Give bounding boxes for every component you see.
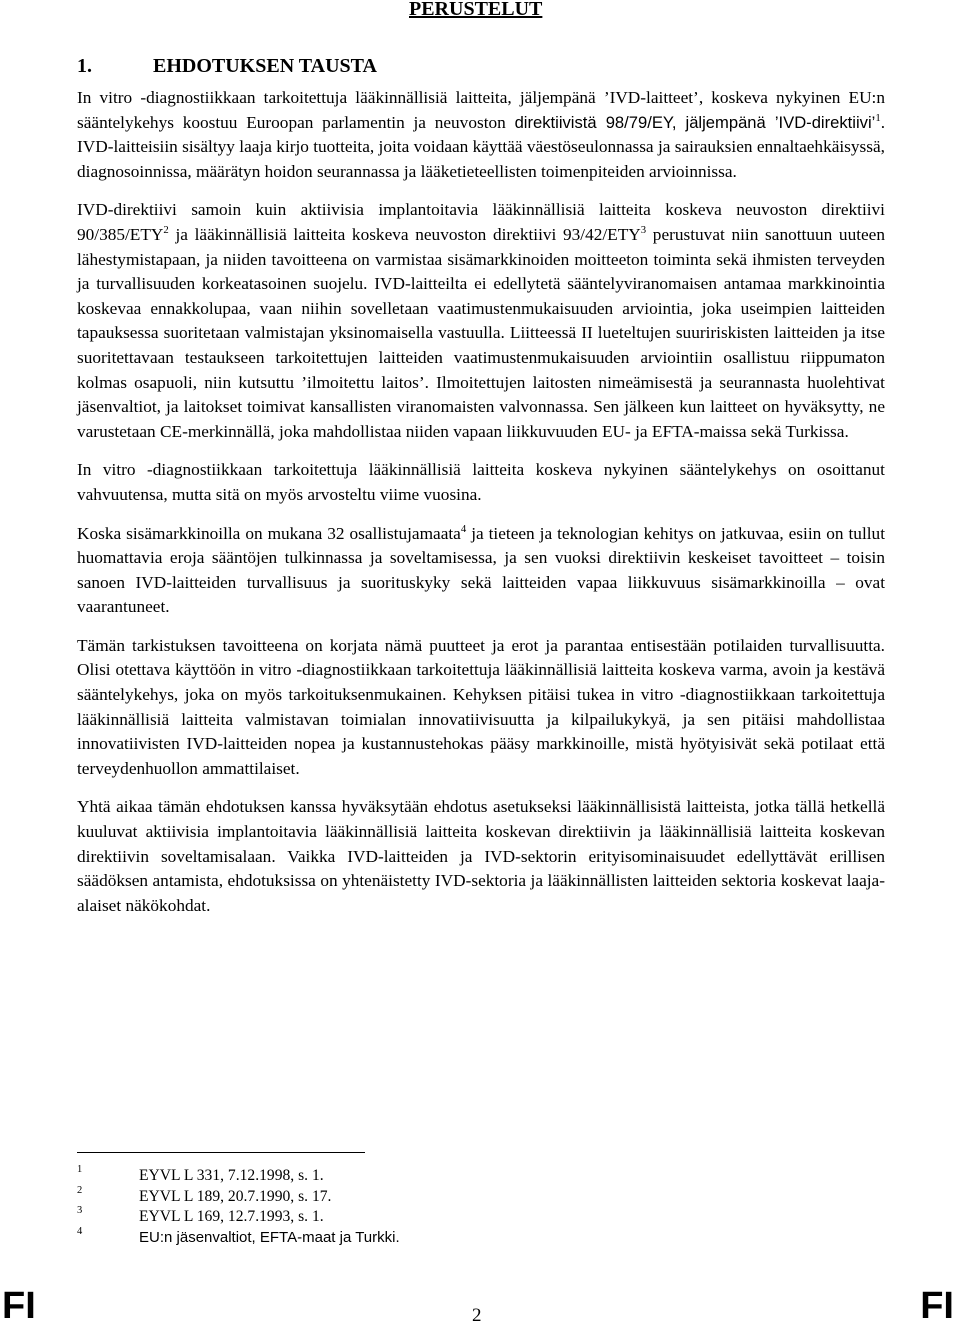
section-heading: [77, 53, 377, 79]
footnote-text: EU:n jäsenvaltiot, EFTA-maat ja Turkki.: [139, 1228, 400, 1246]
footnote-ref-4: 4: [460, 522, 467, 535]
paragraph-5: Tämän tarkistuksen tavoitteena on korjata nämä puutteet ja erot ja parantaa entisestään potilaiden turvallisuutta. Olisi otettava käyttöön in vitro -diagnostiikkaan tarkoitettuja lääkinnällisiä laitteita koskeva varma, avoin ja kestävä sääntelykehys, joka on myös tarkoituksenmukainen. Kehyksen pitäisi tukea in vitro -diagnostiikkaan tarkoitettuja lääkinnällisiä laitteita valmistavan toimialan innovatiivisuutta ja kilpailukykyä, ja sen pitäisi mahdollistaa innovatiivisten IVD-laitteiden nopea ja kustannustehokas pääsy markkinoille, mistä hyötyisivät sekä potilaat että terveydenhuollon ammattilaiset.: [77, 635, 885, 778]
paragraph-1: [77, 86, 885, 184]
section-number: 1.: [77, 55, 92, 77]
paragraph-2-part-a: IVD-direktiivi samoin kuin aktiivisia implantoitavia lääkinnällisiä laitteita koskeva neuvoston direktiivi 90/385/ETY: [77, 200, 885, 244]
paragraph-3: In vitro -diagnostiikkaan tarkoitettuja lääkinnällisiä laitteita koskeva nykyinen sääntelykehys on osoittanut vahvuutensa, mutta sitä on myös arvosteltu viime vuosina.: [77, 460, 885, 504]
paragraph-4-part-b: ja tieteen ja teknologian kehitys on jatkuvaa, esiin on tullut huomattavia eroja sääntöjen tulkinnassa ja soveltamisessa, ja sen vuoksi direktiivin keskeiset tavoitteet – toisin sanoen IVD-laitteiden turvallisuus ja suorituskyky sekä laitteiden vapaa liikkuvuus sisämarkkinoilla – ovat vaarantuneet.: [77, 523, 885, 617]
language-code-left: FI: [2, 1285, 36, 1327]
footnote-text: EYVL L 331, 7.12.1998, s. 1.: [139, 1167, 324, 1184]
paragraph-1-part-b: direktiivistä 98/79/EY, jäljempänä ’IVD-direktiivi’: [514, 112, 876, 132]
footnote-number: 1: [77, 1164, 83, 1175]
document-header-title: PERUSTELUT: [409, 0, 543, 20]
paragraph-1-part-c: . IVD-laitteisiin sisältyy laaja kirjo tuotteita, joita voidaan käyttää väestöseulonnassa ja sairauksien ennaltaehkäisyssä, diagnosoinnissa, määrätyn hoidon seurannassa ja lääketieteellisten toimenpiteiden arvioinnissa.: [77, 112, 886, 181]
footnote-number: 3: [77, 1205, 83, 1216]
footnote-text: EYVL L 189, 20.7.1990, s. 17.: [139, 1187, 332, 1205]
footnotes: [77, 1166, 885, 1248]
footnote-number: 2: [77, 1184, 83, 1196]
footnote-number: 4: [77, 1225, 83, 1237]
section-title: EHDOTUKSEN TAUSTA: [153, 55, 377, 77]
footnote-item: [77, 1184, 885, 1208]
footnote-separator: [77, 1152, 365, 1153]
paragraph-2: [77, 198, 885, 444]
footnote-item: [77, 1207, 885, 1228]
paragraph-2-part-c: perustuvat niin sanottuun uuteen lähestymistapaan, ja niiden tavoitteena on varmistaa sisämarkkinoiden moitteeton toiminta sekä ihmisten terveyden ja turvallisuuden korkeatasoinen suojelu. IVD-laitteilta ei edellytetä sääntelyviranomaisen antamaa markkinointia koskevaa ennakkolupaa, vaan niihin sovelletaan vaatimustenmukaisuuden arviointia, joka useimpien laitteiden tapauksessa suoritetaan valmistajan yksinomaisella vastuulla. Liitteessä II lueteltujen suuririskisten laitteiden ja itse suoritettavaan testaukseen tarkoitettujen laitteiden vaatimustenmukaisuuden arviointiin osallistuu riippumaton kolmas osapuoli, niin kutsuttu ’ilmoitettu laitos’. Ilmoitettujen laitosten nimeämisestä ja seurannasta huolehtivat jäsenvaltiot, ja laitokset toimivat kansallisten viranomaisten valvonnassa. Sen jälkeen kun laitteet on hyväksytty, ne varustetaan CE-merkinnällä, joka mahdollistaa niiden vapaan liikkuvuuden EU- ja EFTA-maissa sekä Turkissa.: [77, 224, 885, 441]
language-code-right: FI: [920, 1285, 954, 1327]
paragraph-4: [77, 522, 885, 620]
paragraph-2-part-b: ja lääkinnällisiä laitteita koskeva neuvoston direktiivi 93/42/ETY: [168, 224, 641, 244]
document-body: [77, 86, 885, 932]
footnote-item: [77, 1225, 885, 1249]
paragraph-4-part-a: Koska sisämarkkinoilla on mukana 32 osallistujamaata: [77, 523, 461, 543]
page-number: 2: [472, 1305, 482, 1326]
footnote-item: [77, 1166, 885, 1187]
footnote-ref-3: 3: [640, 224, 647, 237]
paragraph-1-part-a: In vitro -diagnostiikkaan tarkoitettuja lääkinnällisiä laitteita, jäljempänä ’IVD-laitteet’, koskeva nykyinen EU:n sääntelykehys koostuu Euroopan parlamentin ja neuvoston: [77, 88, 885, 132]
footnote-ref-2: 2: [163, 224, 169, 237]
footnote-ref-1: 1: [875, 111, 881, 124]
paragraph-6: Yhtä aikaa tämän ehdotuksen kanssa hyväksytään ehdotus asetukseksi lääkinnällisistä laitteista, jotka tällä hetkellä kuuluvat aktiivisia implantoitavia lääkinnällisiä laitteita koskevan direktiivin ja lääkinnällisiä laitteita koskevan direktiivin soveltamisalaan. Vaikka IVD-laitteiden ja IVD-sektorin erityisominaisuudet edellyttävät erillisen säädöksen antamista, ehdotuksissa on yhtenäistetty IVD-sektoria ja lääkinnällisten laitteiden sektoria koskevat laaja-alaiset näkökohdat.: [77, 797, 885, 915]
footnote-text: EYVL L 169, 12.7.1993, s. 1.: [139, 1208, 324, 1225]
